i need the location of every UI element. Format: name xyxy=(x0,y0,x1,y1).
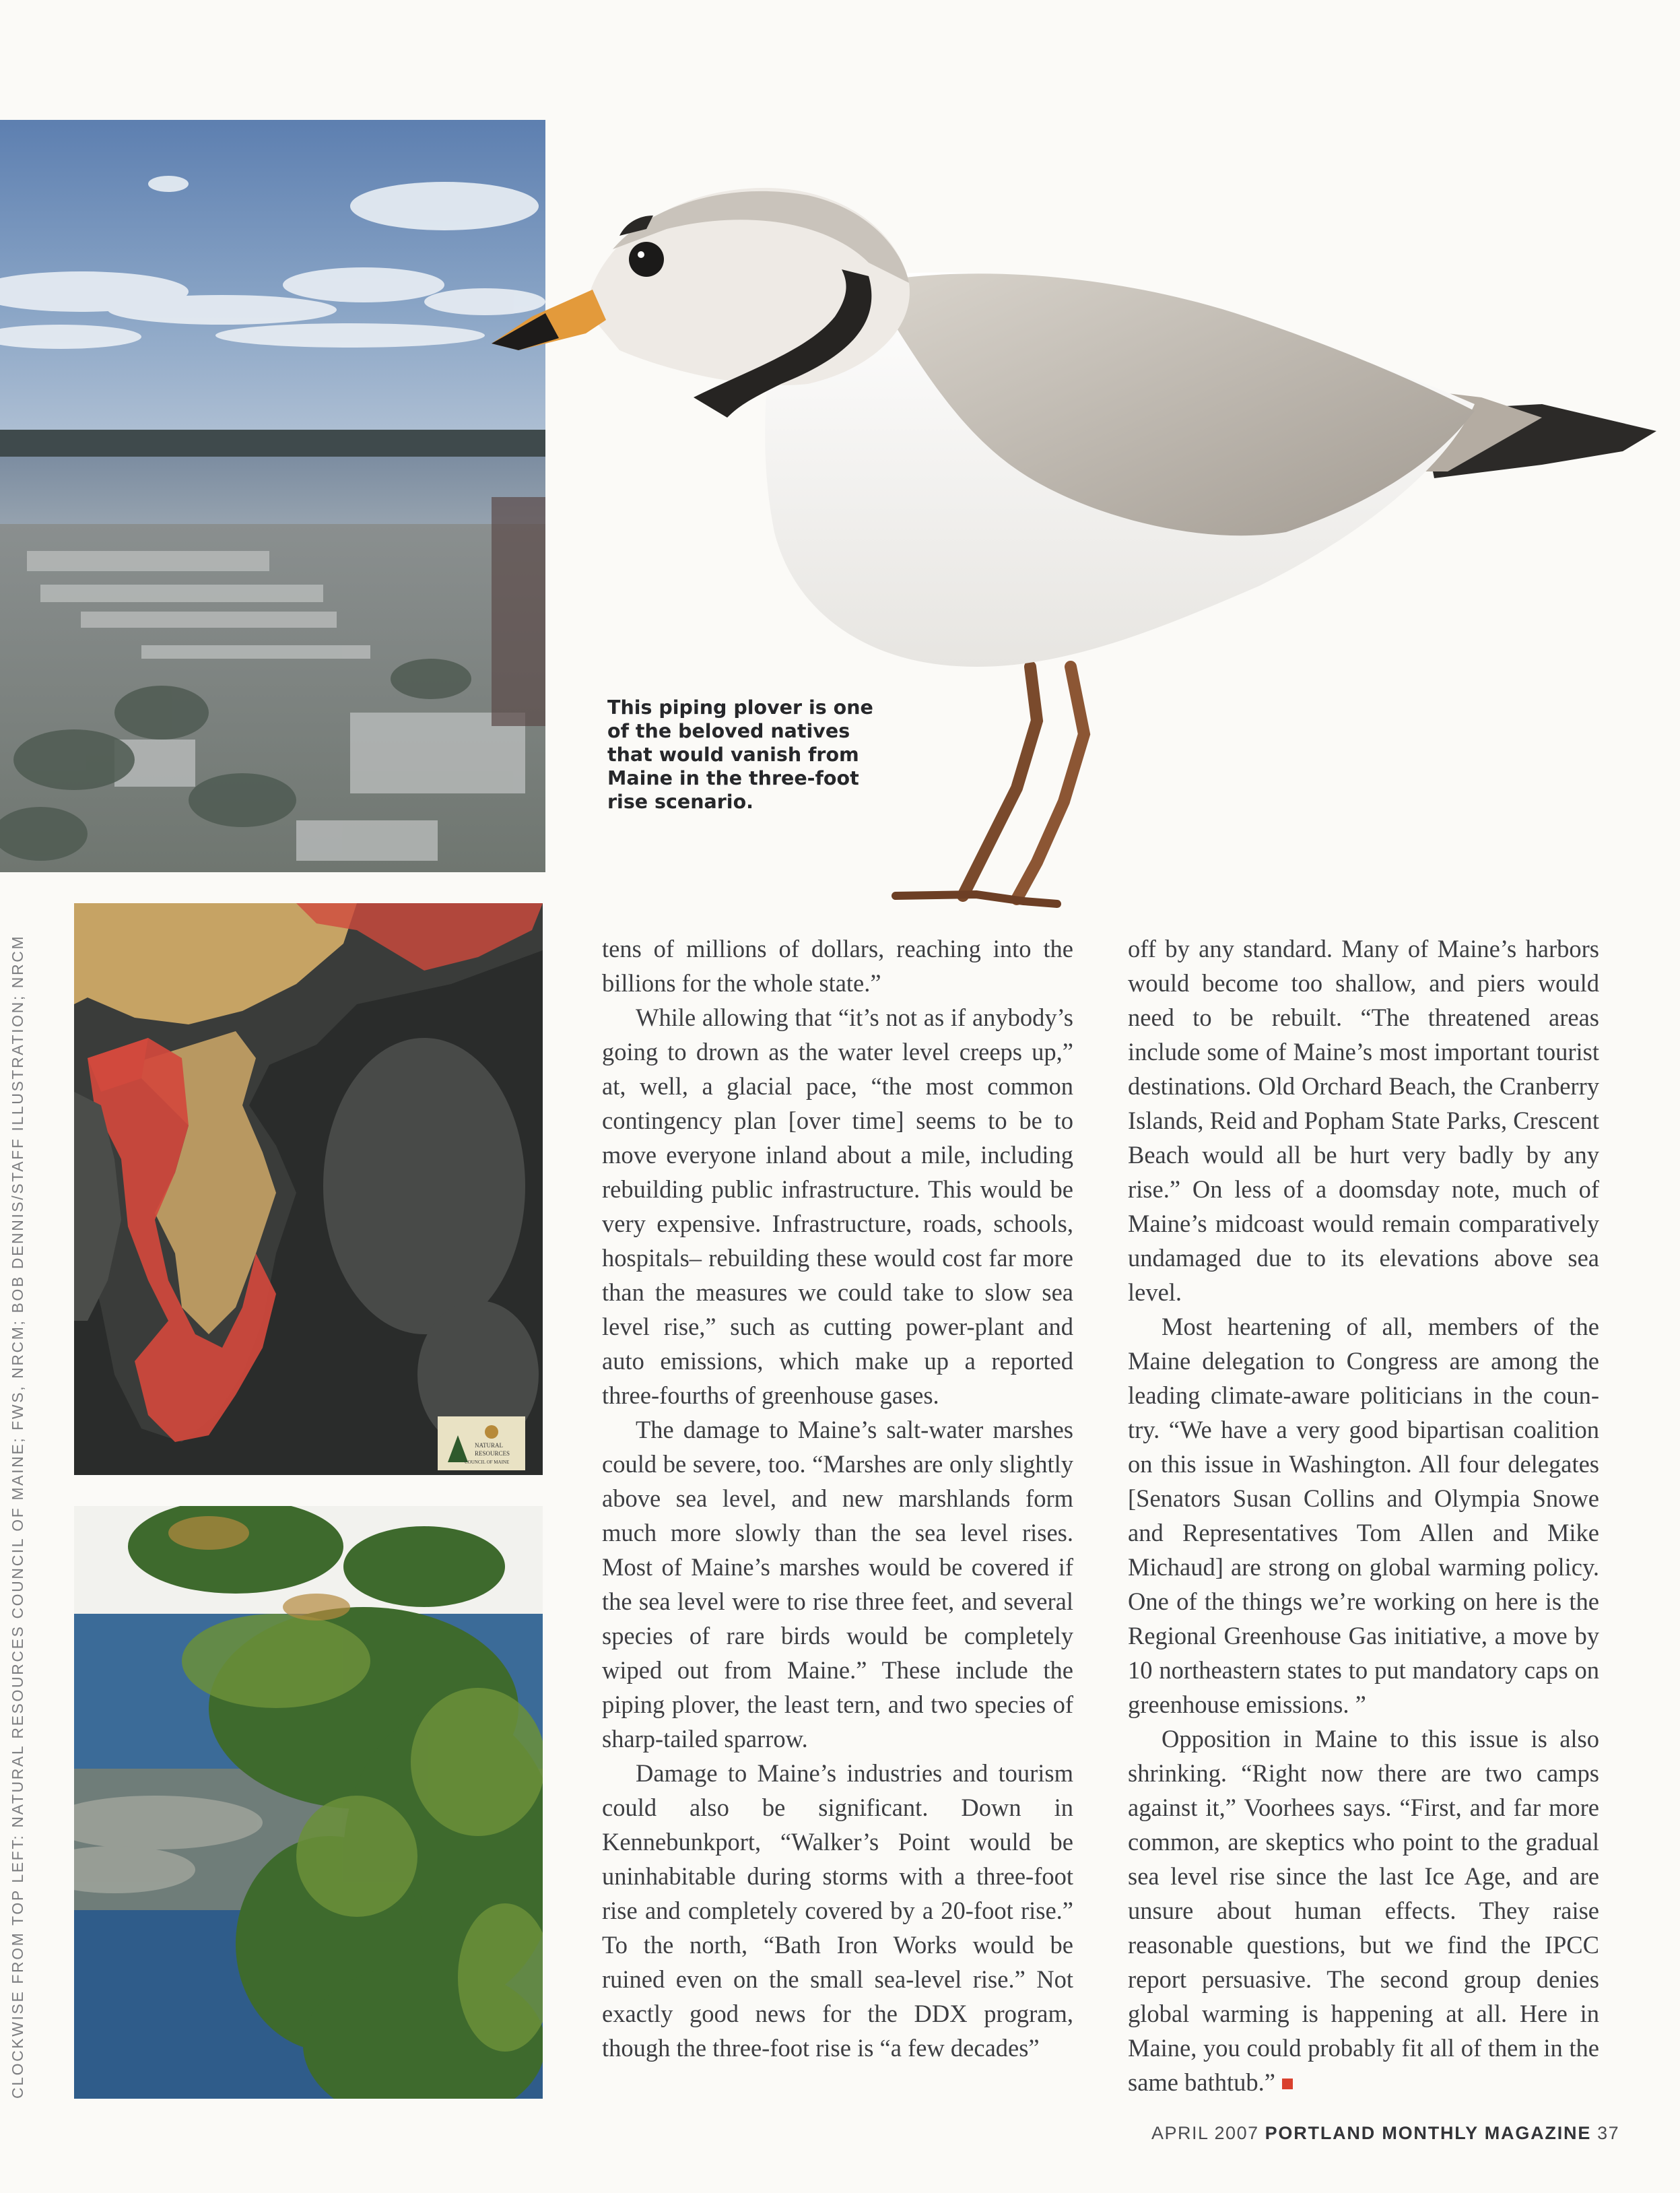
page-number: 37 xyxy=(1597,2123,1620,2143)
article-column-left xyxy=(602,931,1073,2065)
article-paragraph xyxy=(1128,1722,1599,2099)
issue-date: APRIL 2007 xyxy=(1151,2123,1259,2143)
article-paragraph-text: Opposition in Maine to this issue is also shrinking. “Right now there are two camps against it,” Voorhees says. “First, and far more common, are skeptics who point to the gradual sea level rise since the last Ice Age, and are unsure about human effects. They raise reasonable questions, but we find the IPCC report persuasive. The second group denies global warming is happening at all. Here in Maine, you could probably fit all of them in the same bathtub.” xyxy=(1128,1725,1599,2096)
article-paragraph: tens of millions of dollars, reaching into the billions for the whole state.” xyxy=(602,935,1073,997)
plover-caption: This piping plover is one of the beloved natives that would vanish from Maine in the three-foot rise scenario. xyxy=(607,696,873,813)
coastal-trees-photo xyxy=(74,1506,543,2099)
page-footer xyxy=(1151,2123,1619,2144)
magazine-name: PORTLAND MONTHLY MAGAZINE xyxy=(1265,2123,1592,2143)
article-paragraph: Damage to Maine’s industries and tourism could also be significant. Down in Kennebunkport, “Walker’s Point would be uninhabitable during storms with a three-foot rise and completely covered by a 20-foot rise.” To the north, “Bath Iron Works would be ruined even on the small sea-level rise.” Not exactly good news for the DDX program, though the three-foot rise is “a few decades” xyxy=(602,1759,1073,2062)
svg-text:COUNCIL OF MAINE: COUNCIL OF MAINE xyxy=(465,1460,510,1465)
article-paragraph: The damage to Maine’s salt-water marshes could be severe, too. “Marshes are only slightly above sea level, and new marshlands form much more slowly than the sea level rises. Most of Maine’s marshes would be covered if the sea level were to rise three feet, and several species of rare birds would be completely wiped out from Maine.” These include the piping plover, the least tern, and two species of sharp-tailed sparrow. xyxy=(602,1416,1073,1753)
photo-credit: CLOCKWISE FROM TOP LEFT: NATURAL RESOURCES COUNCIL OF MAINE; FWS, NRCM; BOB DENNIS/STAFF ILLUSTRATION; NRCM xyxy=(9,934,26,2099)
flood-risk-map xyxy=(74,903,543,1475)
piping-plover-image xyxy=(492,182,1663,943)
end-of-article-mark xyxy=(1282,2079,1293,2089)
svg-text:RESOURCES: RESOURCES xyxy=(475,1450,510,1457)
article-paragraph: off by any standard. Many of Maine’s harbors would become too shallow, and piers would need to be rebuilt. “The threatened areas include some of Maine’s most important tourist destinations. Old Orchard Beach, the Cranberry Islands, Reid and Popham State Parks, Crescent Beach would all be hurt very badly by any rise.” On less of a doomsday note, much of Maine’s midcoast would remain comparatively undamaged due to its elevations above sea level. xyxy=(1128,935,1599,1306)
harbor-aerial-photo xyxy=(0,120,545,872)
article-paragraph: Most heartening of all, members of the Maine delegation to Congress are among the leading climate-aware politicians in the country. “We have a very good bipartisan coalition on this issue in Washington. All four delegates [Senators Susan Collins and Olympia Snowe and Representatives Tom Allen and Mike Michaud] are strong on global warming policy. One of the things we’re working on here is the Regional Greenhouse Gas initiative, a move by 10 northeastern states to put mandatory caps on greenhouse emissions. ” xyxy=(1128,1313,1599,1718)
article-paragraph: While allowing that “it’s not as if anybody’s going to drown as the water level creeps up,” at, well, a glacial pace, “the most common contingency plan [over time] seems to be to move everyone inland about a mile, including rebuilding public infrastructure. This would be very expensive. Infrastructure, roads, schools, hospitals– rebuilding these would cost far more than the measures we could take to slow sea level rise,” such as cutting power-plant and auto emissions, which make up a reported three-fourths of greenhouse gases. xyxy=(602,1004,1073,1409)
svg-text:NATURAL: NATURAL xyxy=(475,1442,503,1449)
article-column-right xyxy=(1128,931,1599,2099)
nrcm-logo xyxy=(438,1416,525,1470)
